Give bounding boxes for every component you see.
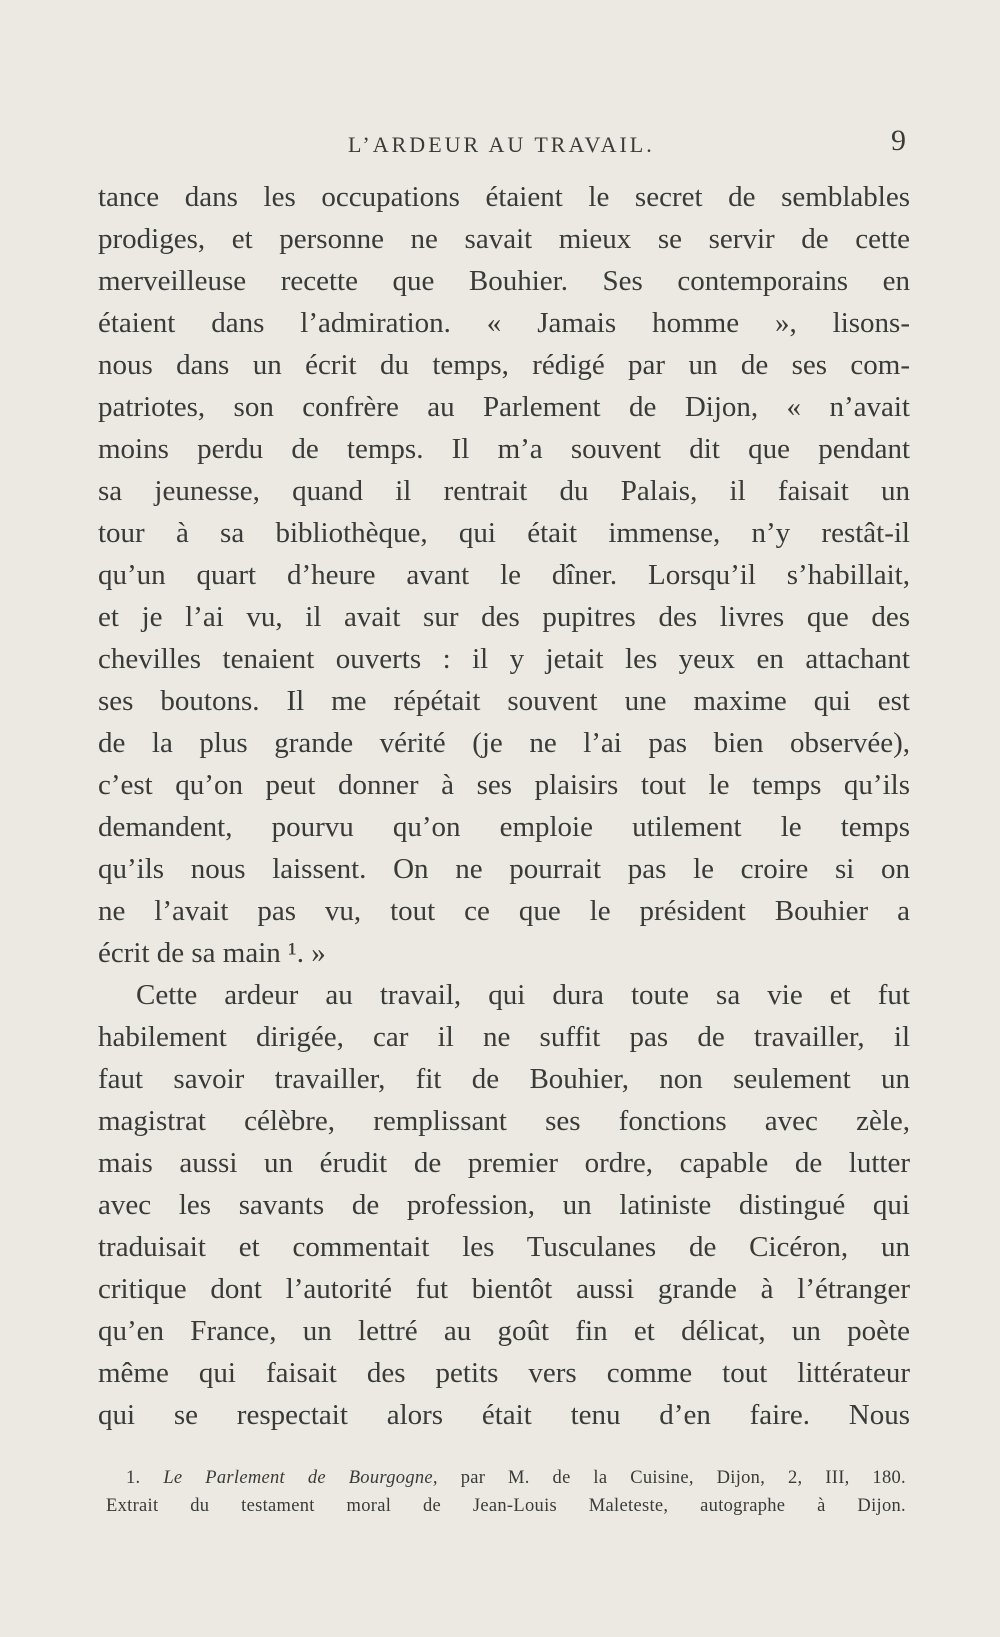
text-line: chevilles tenaient ouverts : il y jetait les yeux en attachant	[98, 643, 910, 675]
text-line: avec les savants de profession, un latiniste distingué qui	[98, 1189, 910, 1221]
text-line: demandent, pourvu qu’on emploie utilement le temps	[98, 811, 910, 843]
text-line: critique dont l’autorité fut bientôt aussi grande à l’étranger	[98, 1273, 910, 1305]
footnote-citation: par M. de la Cuisine, Dijon, 2, III, 180.	[437, 1468, 906, 1488]
text-line: qu’en France, un lettré au goût fin et délicat, un poète	[98, 1315, 910, 1347]
text-line: sa jeunesse, quand il rentrait du Palais, il faisait un	[98, 475, 910, 507]
text-line: de la plus grande vérité (je ne l’ai pas bien observée),	[98, 727, 910, 759]
footnote-line	[106, 1464, 906, 1492]
text-line: qui se respectait alors était tenu d’en faire. Nous	[98, 1399, 910, 1431]
text-line: merveilleuse recette que Bouhier. Ses contemporains en	[98, 265, 910, 297]
text-line: qu’ils nous laissent. On ne pourrait pas le croire si on	[98, 853, 910, 885]
running-head	[0, 124, 1000, 164]
text-line: faut savoir travailler, fit de Bouhier, non seulement un	[98, 1063, 910, 1095]
text-line: moins perdu de temps. Il m’a souvent dit que pendant	[98, 433, 910, 465]
text-line: nous dans un écrit du temps, rédigé par un de ses com-	[98, 349, 910, 381]
text-line: ne l’avait pas vu, tout ce que le président Bouhier a	[98, 895, 910, 927]
text-line: mais aussi un érudit de premier ordre, capable de lutter	[98, 1147, 910, 1179]
text-line: même qui faisait des petits vers comme tout littérateur	[98, 1357, 910, 1389]
text-line: patriotes, son confrère au Parlement de Dijon, « n’avait	[98, 391, 910, 423]
page-number: 9	[891, 124, 906, 157]
text-line: tour à sa bibliothèque, qui était immense, n’y restât-il	[98, 517, 910, 549]
text-line: étaient dans l’admiration. « Jamais homme », lisons-	[98, 307, 910, 339]
text-line: tance dans les occupations étaient le secret de semblables	[98, 181, 910, 213]
text-line: écrit de sa main ¹. »	[98, 937, 326, 969]
text-line: c’est qu’on peut donner à ses plaisirs tout le temps qu’ils	[98, 769, 910, 801]
text-line: et je l’ai vu, il avait sur des pupitres des livres que des	[98, 601, 910, 633]
text-line: habilement dirigée, car il ne suffit pas de travailler, il	[98, 1021, 910, 1053]
text-line: ses boutons. Il me répétait souvent une maxime qui est	[98, 685, 910, 717]
footnote-line: Extrait du testament moral de Jean-Louis Maleteste, autographe à Dijon.	[106, 1496, 906, 1516]
text-line: traduisait et commentait les Tusculanes de Cicéron, un	[98, 1231, 910, 1263]
footnote-title: Le Parlement de Bourgogne,	[163, 1468, 438, 1488]
paragraph-start-line: Cette ardeur au travail, qui dura toute sa vie et fut	[136, 979, 910, 1011]
footnote	[106, 1464, 906, 1520]
text-line: magistrat célèbre, remplissant ses fonctions avec zèle,	[98, 1105, 910, 1137]
text-line: qu’un quart d’heure avant le dîner. Lorsqu’il s’habillait,	[98, 559, 910, 591]
running-title: L’ARDEUR AU TRAVAIL.	[348, 132, 655, 157]
body-text	[98, 176, 910, 1436]
footnote-number: 1.	[126, 1468, 141, 1488]
text-line: prodiges, et personne ne savait mieux se servir de cette	[98, 223, 910, 255]
